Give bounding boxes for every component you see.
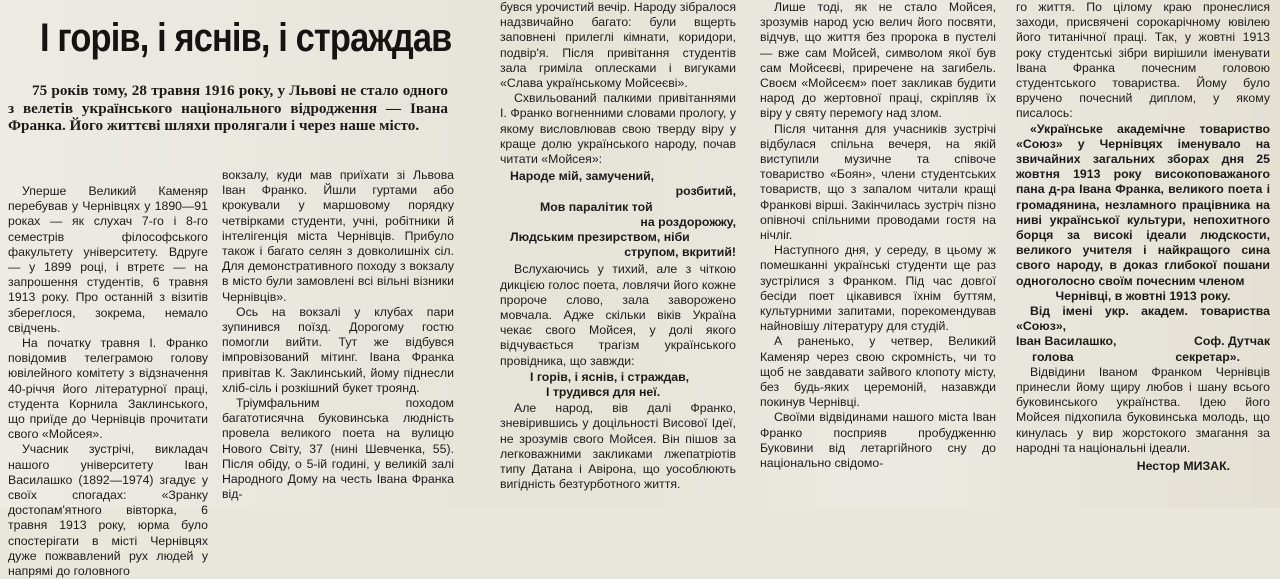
- lead-text: 75 років тому, 28 травня 1916 року, у Львові не стало одного з велетів українського національного відродження — Івана Франка. Його життєві шляхи пролягали і через наше місто.: [8, 82, 448, 135]
- paragraph: Лише тоді, як не стало Мойсея, зрозумів народ усю велич його посвяти, відчув, що життя без пророка в пустелі — вже сам Мойсей, символом якої був сам Мойсеєві, приречене на загибель. Своєм «Мойсеєм» поет закликав будити народ до жертовної праці, скріпляв їх віру у святу перемогу над злом.: [760, 0, 996, 121]
- poem-line: І горів, і яснів, і страждав,: [530, 369, 690, 384]
- paragraph: Уперше Великий Каменяр перебував у Чернівцях у 1890—91 роках — як слухач 7-го і 8-го семестрів філософського факультету університету. Вдруге — у 1899 році, і втретє — на запрошення студентів, 6 травня 1913 року. Про останній з візитів збереглося, зокрема, немало свідчень.: [8, 184, 208, 335]
- article-title: І горів, і яснів, і страждав: [40, 16, 452, 60]
- diploma-from: Від імені укр. академ. товариства «Союз»,: [1016, 304, 1270, 334]
- column-1: [8, 184, 208, 579]
- signature-left-name: Іван Василашко,: [1016, 334, 1117, 349]
- paragraph: вокзалу, куди мав приїхати зі Львова Іван Франко. Йшли гуртами або крокували у маршовому порядку четвірками студенти, учні, робітники й інтелігенція міста Чернівців. Прибуло також і багато селян з довколишніх сіл. Для демонстративного походу з вокзалу в місто були замовлені всі вільні візники Чернівців».: [222, 168, 454, 304]
- poem-quote-2: [530, 370, 736, 400]
- paragraph: Ось на вокзалі у клубах пари зупинився поїзд. Дорогому гостю помогли вийти. Тут же відбувся імпровізований мітинг. Івана Франка привітав К. Заклинський, йому піднесли хліб-сіль і розкішний букет троянд.: [222, 304, 454, 395]
- paragraph: Після читання для учасників зустрічі відбулася спільна вечеря, на якій виступили музичне та співоче товариство «Боян», члени студентських товариств, що з запалом читали кращі Франкові вірші. Закінчилась зустріч пізно опівночі спільними проводами гостя на нічліг.: [760, 121, 996, 243]
- poem-line: розбитий,: [675, 184, 736, 199]
- signatures-roles: [1016, 350, 1270, 365]
- column-2: [222, 168, 454, 508]
- paragraph: Тріумфальним походом багатотисячна буковинська людність провела великого поета на вулицю Нового Світу, 37 (нині Шевченка, 55). Після обіду, о 5-ій годині, у великій залі Народного Дому на честь Івана Франка від-: [222, 396, 454, 502]
- poem-quote: [510, 169, 736, 260]
- poem-line: Мов паралітик той: [540, 199, 653, 214]
- paragraph: го життя. По цілому краю пронеслися заходи, присвячені сорокарічному ювілею його титанічної праці. Так, у жовтні 1913 року студентські зібри вирішили іменувати Івана Франка почесним головою студентського товариства. Йому було вручено почесний диплом, у якому писалось:: [1016, 0, 1270, 121]
- paragraph: Схвильований палкими привітаннями І. Франко вогненними словами прологу, у якому висловлював свою тверду віру у краще долю українського народу, почав читати «Мойсея»:: [500, 91, 736, 167]
- paragraph: На початку травня І. Франко повідомив телеграмою голову ювілейного комітету з відзначення 40-річчя його літературної праці, студента Корнила Заклинського, що приїде до Чернівців прочитати свого «Мойсея».: [8, 336, 208, 442]
- poem-line: Людським презирством, ніби: [510, 230, 690, 245]
- paragraph: Учасник зустрічі, викладач нашого університету Іван Василашко (1892—1974) згадує у своїх спогадах: «Зранку достопам'ятного вівторка, 6 травня 1913 року, юрма було спостерігати в місті Чернівцях дуже пожвавлений рух людей у напрямі до головного: [8, 442, 208, 579]
- signature-right-name: Соф. Дутчак: [1193, 334, 1270, 349]
- poem-line: на роздорожжу,: [640, 214, 736, 229]
- paragraph: Відвідини Іваном Франком Чернівців принесли йому щиру любов і шану всього буковинського українства. Ідею його Мойсея підхопила буковинська молодь, що кинулась у вир жорстокого змагання за народні та національні ідеали.: [1016, 364, 1270, 455]
- lead-paragraph: [8, 82, 448, 135]
- column-5: [1016, 0, 1270, 508]
- column-3: [500, 0, 736, 508]
- column-4: [760, 0, 996, 508]
- diploma-date: Чернівці, в жовтні 1913 року.: [1055, 288, 1231, 303]
- poem-line: струпом, вкритий!: [624, 245, 736, 260]
- paragraph: бувся урочистий вечір. Народу зібралося надзвичайно багато: були вщерть заповнені прилеглі кімнати, коридори, подвір'я. Після привітання студентів зала гриміла оплесками і вигуками «Слава українському Мойсеєві».: [500, 0, 736, 91]
- author-signature: Нестор МИЗАК.: [1136, 459, 1230, 474]
- diploma-text: «Українське академічне товариство «Союз» у Чернівцях іменувало на звичайних загальних зборах дня 25 жовтня 1913 року високоповажаного пана д-ра Івана Франка, великого поета і громадянина, незламного працівника на ниві української культури, непохитного борця за високі ідеали людскости, великого учителя і найкращого сина свого народу, в доказ глибокої пошани одноголосно своїм почесним членом: [1016, 121, 1270, 288]
- signature-right-role: секретар».: [1175, 349, 1240, 364]
- paragraph: Наступного дня, у середу, в цьому ж помешканні українські студенти ще раз зустрілися з Франком. Під час довгої бесіди поет цікавився їхнім буттям, культурними запитами, порекомендував найновішу літературу для студій.: [760, 243, 996, 334]
- paragraph: Вслухаючись у тихий, але з чіткою дикцією голос поета, ловлячи його кожне пророче слово, зала заворожено мовчала. Адже скільки віків Україна чекає свого Мойсея, у долі якого відчувається трагізм українського провідника, що завжди:: [500, 262, 736, 368]
- paragraph: Але народ, вів далі Франко, зневірившись у доцільності Висової Ідеї, не зрозумів свого Мойсея. Він пішов за легковажними закликами лжепатріотів типу Датана і Авірона, що уособлюють вигідність безтурботного життя.: [500, 401, 736, 492]
- paragraph: А раненько, у четвер, Великий Каменяр через свою скромність, чи то щоб не завдавати зайвого клопоту місту, без будь-яких церемоній, назавжди покинув Чернівці.: [760, 334, 996, 410]
- signatures-names: [1016, 334, 1270, 349]
- poem-line: І трудився для неї.: [546, 385, 661, 400]
- signature-left-role: голова: [1032, 349, 1074, 364]
- paragraph: Своїми відвідинами нашого міста Іван Франко посприяв пробудженню Буковини від летаргійного сну до національно свідомо-: [760, 410, 996, 471]
- poem-line: Народе мій, замучений,: [510, 169, 655, 184]
